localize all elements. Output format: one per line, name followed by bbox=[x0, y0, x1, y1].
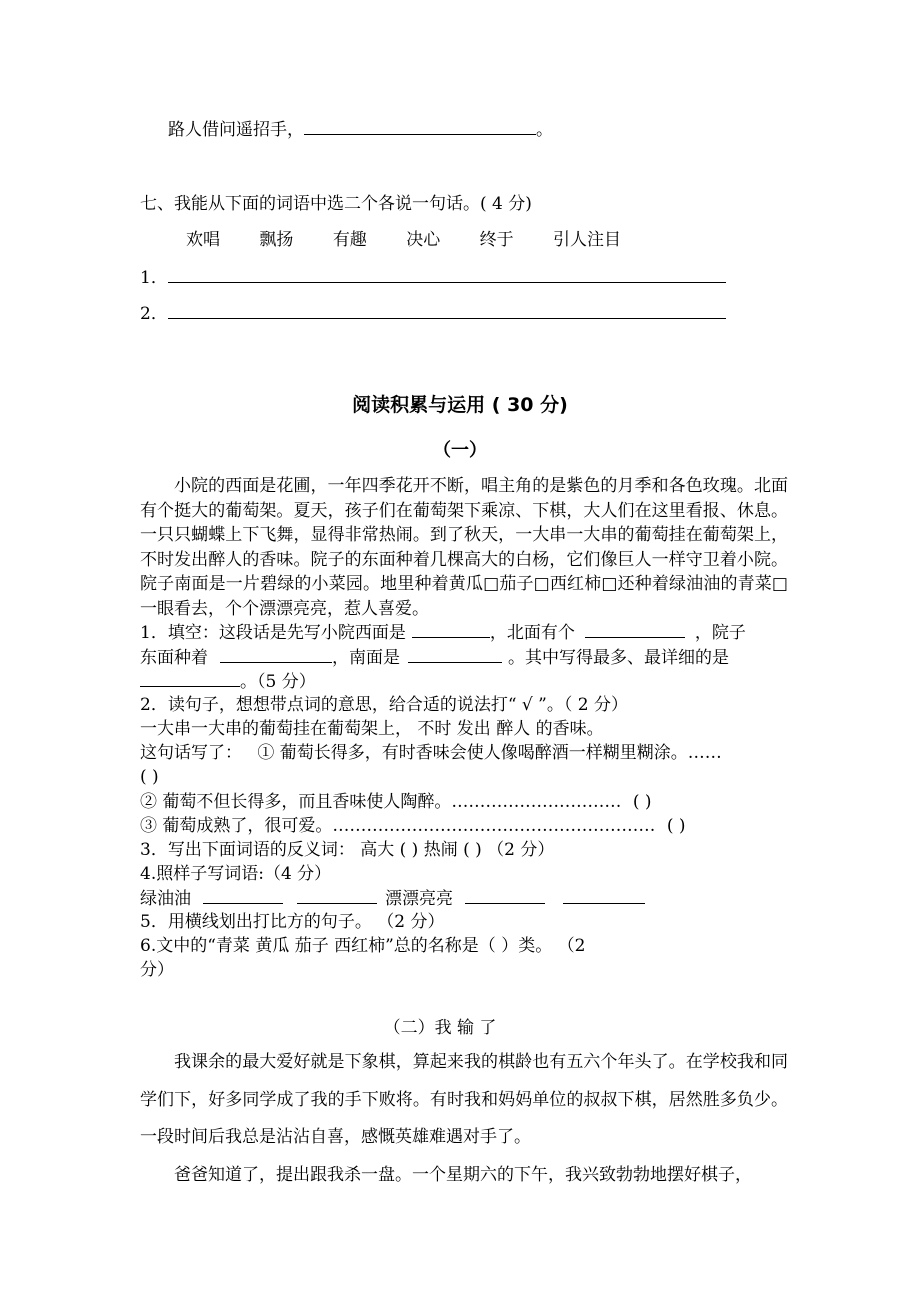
passage-2-para-1: 我课余的最大爱好就是下象棋，算起来我的棋龄也有五六个年头了。在学校我和同学们下，好多同学成了我的手下败将。有时我和妈妈单位的叔叔下棋，居然胜多负少。一段时间后我总是沾沾自喜，感慨英雄难遇对手了。 bbox=[140, 1052, 788, 1147]
word-item: 决心 bbox=[406, 230, 441, 250]
word-item: 引人注目 bbox=[553, 230, 622, 250]
q4-answer-line bbox=[140, 887, 645, 910]
q1-line-2 bbox=[140, 646, 729, 669]
sentence-line-2-label: 2． bbox=[140, 304, 168, 324]
poem-line bbox=[168, 118, 553, 141]
q3-line: 3．写出下面词语的反义词： 高大 ( ) 热闹 ( ) （2 分） bbox=[140, 840, 555, 860]
word-item: 有趣 bbox=[332, 230, 367, 250]
passage-2 bbox=[140, 1044, 788, 1194]
q2-option-1-paren[interactable]: ( ) bbox=[140, 767, 159, 787]
q4-blank-3[interactable] bbox=[465, 887, 545, 904]
sentence-line-2-blank[interactable] bbox=[168, 302, 726, 319]
poem-answer-blank[interactable] bbox=[304, 118, 536, 135]
q4-blank-4[interactable] bbox=[563, 887, 645, 904]
q2-option-1-text: ① 葡萄长得多，有时香味会使人像喝醉酒一样糊里糊涂。…… bbox=[257, 743, 722, 763]
part1-title: （一） bbox=[433, 440, 487, 461]
q2-title: 2．读句子，想想带点词的意思，给合适的说法打“ √ ”。（ 2 分） bbox=[140, 695, 628, 715]
poem-text: 路人借问遥招手， bbox=[168, 120, 304, 140]
q1-text-f: 。其中写得最多、最详细的是 bbox=[508, 648, 729, 668]
word-list bbox=[186, 229, 621, 251]
q1-text-e: ，南面是 bbox=[332, 648, 400, 668]
q2-option-3-text: ③ 葡萄成熟了，很可爱。………………………………………………… bbox=[140, 816, 656, 836]
q4-example-2: 漂漂亮亮 bbox=[385, 889, 453, 909]
q4-blank-2[interactable] bbox=[297, 887, 377, 904]
sentence-line-2 bbox=[140, 302, 726, 325]
q1-blank-east[interactable] bbox=[220, 646, 332, 663]
q2-option-3 bbox=[140, 815, 685, 837]
passage-1-text: 小院的西面是花圃，一年四季花开不断，唱主角的是紫色的月季和各色玫瑰。北面有个挺大的葡萄架。夏天，孩子们在葡萄架下乘凉、下棋，大人们在这里看报、休息。一只只蝴蝶上下飞舞，显得非常热闹。到了秋天，一大串一大串的葡萄挂在葡萄架上，不时发出醉人的香味。院子的东面种着几棵高大的白杨，它们像巨人一样守卫着小院。院子南面是一片碧绿的小菜园。地里种着黄瓜□茄子□西红柿□还种着绿油油的青菜□一眼看去，个个漂漂亮亮，惹人喜爱。 bbox=[140, 476, 788, 619]
passage-2-para-2: 爸爸知道了，提出跟我杀一盘。一个星期六的下午，我兴致勃勃地摆好棋子， bbox=[174, 1164, 752, 1185]
q1-text-d: 东面种着 bbox=[140, 648, 208, 668]
word-item: 飘扬 bbox=[259, 230, 294, 250]
q1-text-a: 1．填空：这段话是先写小院西面是 bbox=[140, 623, 406, 643]
q1-blank-south[interactable] bbox=[408, 646, 502, 663]
word-item: 终于 bbox=[479, 230, 514, 250]
poem-end: 。 bbox=[536, 120, 553, 140]
q1-line-3 bbox=[140, 670, 316, 693]
q1-text-g: 。（5 分） bbox=[240, 672, 316, 692]
q4-title: 4.照样子写词语:（4 分） bbox=[140, 864, 332, 884]
q2-option-1 bbox=[140, 742, 722, 764]
sentence-line-1-label: 1． bbox=[140, 268, 168, 288]
part2-title: （二）我 输 了 bbox=[383, 1018, 497, 1038]
q2-lead: 这句话写了： bbox=[140, 743, 242, 763]
sentence-line-1 bbox=[140, 266, 726, 289]
q2-option-2-text: ② 葡萄不但长得多，而且香味使人陶醉。………………………… bbox=[140, 792, 622, 812]
q6-line-1: 6.文中的“青菜 黄瓜 茄子 西红柿”总的名称是（ ）类。 （2 bbox=[140, 936, 586, 956]
q1-blank-north[interactable] bbox=[585, 621, 685, 638]
q4-example-1: 绿油油 bbox=[140, 889, 191, 909]
q5-line: 5．用横线划出打比方的句子。 （2 分） bbox=[140, 912, 445, 932]
q4-blank-1[interactable] bbox=[203, 887, 283, 904]
passage-1 bbox=[140, 474, 788, 621]
q1-line-1 bbox=[140, 621, 746, 644]
q2-sentence: 一大串一大串的葡萄挂在葡萄架上， 不时 发出 醉人 的香味。 bbox=[140, 719, 604, 739]
sentence-line-1-blank[interactable] bbox=[168, 266, 726, 283]
reading-title: 阅读积累与运用 ( 30 分) bbox=[352, 394, 568, 416]
q2-option-3-paren[interactable]: ( ) bbox=[666, 816, 686, 836]
q1-blank-most[interactable] bbox=[140, 670, 240, 687]
q2-option-2 bbox=[140, 791, 651, 813]
section7-title: 七、我能从下面的词语中选二个各说一句话。( 4 分) bbox=[140, 194, 532, 214]
word-item: 欢唱 bbox=[186, 230, 220, 250]
q6-line-2: 分） bbox=[140, 960, 174, 980]
q2-option-2-paren[interactable]: ( ) bbox=[632, 792, 652, 812]
q1-blank-west[interactable] bbox=[412, 621, 490, 638]
q1-text-c: ，院子 bbox=[694, 623, 746, 643]
q1-text-b: ，北面有个 bbox=[489, 623, 575, 643]
